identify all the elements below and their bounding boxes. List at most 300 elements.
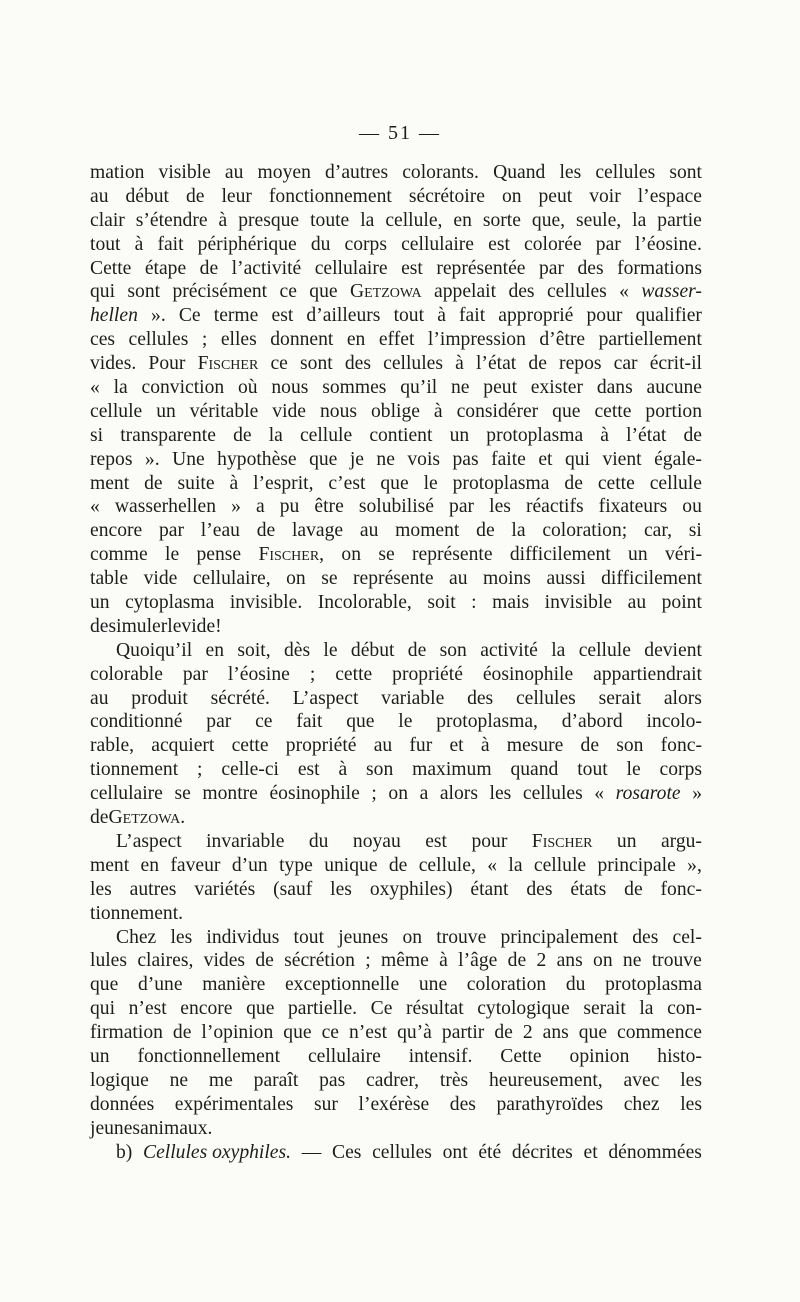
word: partir [441, 1022, 485, 1044]
word: Quoiqu’il [116, 639, 193, 661]
word: les [489, 496, 511, 518]
text-line [90, 280, 702, 304]
word: qu’à [397, 1022, 432, 1044]
word: corps [344, 233, 387, 255]
word: la [551, 639, 566, 661]
word: appelait [434, 281, 497, 303]
word: vois [407, 448, 441, 470]
word: l’éosine [227, 663, 290, 685]
word: « [619, 281, 629, 303]
word: oblige [370, 400, 420, 422]
word: ment [90, 854, 130, 876]
word: de [256, 520, 276, 542]
word: étant [470, 878, 509, 900]
word: que [578, 1022, 608, 1044]
word: Cette [500, 1045, 542, 1067]
word: l’âge [458, 950, 498, 972]
word: le [398, 711, 413, 733]
word: histo- [657, 1045, 702, 1067]
word: ; [371, 783, 377, 805]
word: cytologique [477, 998, 570, 1020]
text-line [90, 257, 702, 281]
word: par [595, 233, 621, 255]
word: d’ailleurs [306, 305, 381, 327]
text-line [90, 926, 702, 950]
word: l’état [626, 424, 667, 446]
word: difficilement [601, 568, 702, 590]
word: l’espace [637, 185, 702, 207]
word: s’étendre [135, 209, 208, 231]
word: au [90, 687, 109, 709]
word: en [453, 209, 472, 231]
text-line [90, 949, 702, 973]
text-line [90, 1021, 702, 1045]
word: qui [564, 448, 590, 470]
word: visible [158, 162, 211, 183]
word: on [501, 185, 522, 207]
word: con- [667, 998, 702, 1020]
word: l’esprit, [253, 472, 314, 494]
word: sont [127, 281, 161, 303]
word: les [680, 1069, 702, 1091]
word: trouve [651, 950, 702, 972]
word: Chez [116, 926, 157, 948]
word: d’autres [325, 162, 389, 183]
page-number: — 51 — [359, 122, 441, 144]
word: de [580, 735, 600, 757]
word: montre [202, 783, 258, 805]
word: un [156, 400, 176, 422]
word: en [205, 639, 225, 661]
word: presque [238, 209, 300, 231]
word: Ces [332, 1141, 362, 1163]
word: individus [206, 926, 280, 948]
word: (sauf [273, 878, 313, 900]
word: trouve [436, 926, 487, 948]
word: même [380, 950, 429, 972]
word: les [559, 162, 582, 183]
word: et [538, 448, 553, 470]
word: ans [556, 950, 583, 972]
word: véri- [664, 544, 702, 566]
word: nous [271, 377, 309, 399]
word: serait [598, 687, 642, 709]
word: on [402, 926, 423, 948]
word: autres [129, 878, 177, 900]
word: tout [393, 305, 425, 327]
text-line [90, 519, 702, 543]
word: vient [602, 448, 642, 470]
word: la [360, 209, 375, 231]
word: « [594, 783, 605, 805]
text-line [90, 567, 702, 591]
word: des [467, 687, 494, 709]
word: que [552, 400, 581, 422]
word: de [90, 807, 109, 829]
word: un [90, 1045, 110, 1067]
word: sommes [322, 377, 387, 399]
word: — [301, 1141, 322, 1163]
word: que [346, 711, 375, 733]
text-line [90, 424, 702, 448]
word: ce [321, 1022, 339, 1044]
word: à [338, 759, 348, 781]
word: le [423, 472, 438, 494]
word: un [628, 544, 648, 566]
word: l’exérèse [358, 1093, 430, 1115]
word: la [113, 377, 128, 399]
word: fonc- [660, 878, 702, 900]
word: réactifs [525, 496, 584, 518]
word: Incolorable, [317, 592, 412, 614]
word: quand [510, 759, 559, 781]
word: ; [365, 950, 371, 972]
word: de [564, 472, 583, 494]
word: appartiendrait [593, 663, 702, 685]
word: encore [90, 520, 143, 542]
word: table [90, 568, 129, 590]
word: fait [157, 233, 184, 255]
word: à [600, 424, 609, 446]
word: représentée [436, 257, 526, 279]
word: « [90, 377, 100, 399]
word: éosinophile [482, 663, 574, 685]
word: les [330, 878, 352, 900]
word: dénommées [608, 1141, 702, 1163]
word: les [680, 1093, 702, 1115]
text-line [90, 495, 702, 519]
word: avec [623, 1069, 660, 1091]
word: début [350, 639, 395, 661]
word: cellule [533, 854, 587, 876]
word: nous [319, 400, 357, 422]
body-text [90, 161, 702, 1164]
word: la [639, 998, 654, 1020]
word: expérimentales [174, 1093, 294, 1115]
word: serait [583, 998, 626, 1020]
word: Fischer [531, 830, 593, 852]
word: être [314, 496, 344, 518]
word: rable, [90, 735, 135, 757]
word: étape [144, 257, 187, 279]
word: commence [617, 1022, 702, 1044]
word: type [279, 854, 313, 876]
word: argu- [660, 830, 702, 852]
word: on [341, 544, 361, 566]
text-line [90, 185, 702, 209]
text-line [90, 639, 702, 663]
word: cellules [383, 353, 443, 375]
word: une [418, 974, 448, 996]
word: noyau [352, 830, 401, 852]
word: ment [90, 472, 130, 494]
word: son [366, 759, 394, 781]
text-line [90, 615, 702, 639]
word: difficilement [509, 544, 611, 566]
word: je [349, 448, 364, 470]
word: au [449, 568, 468, 590]
word: solubilisé [358, 496, 434, 518]
word: ne [169, 1069, 189, 1091]
word: Pour [148, 353, 186, 375]
word: d’un [231, 854, 268, 876]
word: tionnement. [90, 902, 184, 924]
word: sont [300, 353, 333, 375]
word: partielle. [287, 998, 358, 1020]
word: fait [459, 305, 486, 327]
word: devient [644, 639, 702, 661]
text-line [90, 710, 702, 734]
word: Fischer, [258, 544, 325, 566]
word: et [449, 735, 464, 757]
word: animaux. [140, 1117, 213, 1139]
word: cellule [90, 400, 143, 422]
text-line [90, 1069, 702, 1093]
word: les [170, 926, 193, 948]
word: variétés [194, 878, 256, 900]
word: on [286, 568, 306, 590]
word: fonctionnellement [137, 1045, 281, 1067]
word: considérer [456, 400, 539, 422]
word: principalement [500, 926, 619, 948]
word: se [174, 783, 191, 805]
word: ; [197, 759, 203, 781]
word: son [439, 639, 467, 661]
word: pas [319, 1069, 346, 1091]
word: cellulaire, [192, 568, 271, 590]
word: sont [669, 162, 702, 183]
word: ou [682, 496, 702, 518]
word: représente [412, 544, 493, 566]
word: unique [324, 854, 378, 876]
word: très [439, 1069, 469, 1091]
word: exceptionnelle [284, 974, 400, 996]
word: pour [586, 305, 623, 327]
word: se [378, 544, 395, 566]
word: un [90, 592, 110, 614]
text-line [90, 161, 702, 185]
word: ce [270, 353, 288, 375]
word: oxyphiles) [369, 878, 453, 900]
word: ne [376, 448, 395, 470]
word: cellule [649, 472, 702, 494]
word: protoplasma [452, 472, 550, 494]
word: si [90, 424, 104, 446]
word: et [583, 1141, 598, 1163]
word: cellules [546, 281, 607, 303]
word: ont [442, 1141, 468, 1163]
word: que, [531, 209, 566, 231]
word: tout [90, 233, 121, 255]
word: ne [451, 377, 470, 399]
word: au [224, 162, 244, 183]
word: pense [196, 544, 242, 566]
word: cette [335, 663, 373, 685]
word: du [310, 233, 331, 255]
word: le [626, 759, 641, 781]
word: contient [369, 424, 433, 446]
word: exister [530, 377, 584, 399]
word: elles [220, 329, 257, 351]
word: l’opinion [201, 1022, 274, 1044]
text-line [90, 233, 702, 257]
text-line [90, 878, 702, 902]
word: début [125, 185, 169, 207]
word: cellules [515, 687, 576, 709]
word: paraît [253, 1069, 299, 1091]
word: 2 [522, 1022, 533, 1044]
word: invisible [544, 592, 613, 614]
word: peut [483, 377, 518, 399]
text-line [90, 400, 702, 424]
word: formations [617, 257, 702, 279]
word: pu [279, 496, 300, 518]
word: à [218, 209, 228, 231]
word: à [439, 950, 448, 972]
text-line [90, 304, 702, 328]
word: ne [622, 950, 642, 972]
word: de [172, 1022, 192, 1044]
text-line [90, 902, 702, 926]
word: tout [293, 926, 325, 948]
word: à [229, 472, 239, 494]
word: wasserhellen [114, 496, 217, 518]
word: égale- [654, 448, 702, 470]
word: conviction [141, 377, 225, 399]
word: c’est [328, 472, 366, 494]
word: cellule, [385, 209, 443, 231]
word: car, [643, 520, 673, 542]
word: leur [221, 185, 252, 207]
word: de [476, 520, 495, 542]
word: son [616, 735, 644, 757]
text-line [90, 782, 702, 806]
word: l’état [475, 353, 517, 375]
word: protoplasma [605, 974, 702, 996]
word: on [593, 950, 613, 972]
word: vide [143, 568, 178, 590]
word: vides. [90, 353, 137, 375]
word: de [90, 615, 109, 637]
word: des [577, 257, 604, 279]
word: que [309, 448, 338, 470]
word: opinion [569, 1045, 630, 1067]
word: ces [90, 329, 116, 351]
word: cellule [578, 639, 631, 661]
text-line [90, 973, 702, 997]
word: par [449, 496, 475, 518]
word: partiellement [598, 329, 702, 351]
word: que [90, 974, 119, 996]
word: faite [491, 448, 526, 470]
word: colorée [524, 233, 582, 255]
word: à [134, 233, 144, 255]
word: Ce [370, 998, 393, 1020]
word: que [246, 998, 275, 1020]
word: sorte [482, 209, 521, 231]
text-line [90, 1093, 702, 1117]
word: est [271, 305, 294, 327]
word: cadrer, [366, 1069, 420, 1091]
word: cellulaire [401, 233, 474, 255]
word: 2 [536, 950, 547, 972]
word: propriété [285, 735, 357, 757]
word: me [208, 1069, 233, 1091]
word: au [373, 735, 393, 757]
word: est [401, 257, 423, 279]
word: l’impression [427, 329, 526, 351]
word: en [140, 854, 160, 876]
word: en [346, 329, 366, 351]
word: cellules [128, 329, 189, 351]
word: tionnement [90, 759, 179, 781]
word: par [538, 257, 565, 279]
word: pour [471, 830, 508, 852]
word: propriété [392, 663, 463, 685]
word: Une [172, 448, 205, 470]
word: qualifier [635, 305, 702, 327]
word: comme [90, 544, 148, 566]
text-line [90, 1117, 702, 1141]
word: ans [542, 1022, 569, 1044]
word: a [255, 496, 265, 518]
text-line [90, 376, 702, 400]
word: tout [577, 759, 608, 781]
word: moins [483, 568, 531, 590]
text-line [90, 209, 702, 233]
word: corps [659, 759, 702, 781]
word: protoplasma [486, 424, 584, 446]
word: précisément [172, 281, 268, 303]
word: été [478, 1141, 502, 1163]
word: Fischer [197, 353, 259, 375]
word: repos [559, 353, 602, 375]
word: n’est [128, 998, 167, 1020]
word: maximum [412, 759, 492, 781]
text-line [90, 687, 702, 711]
word: colorants. [402, 162, 479, 183]
word: de [233, 424, 252, 446]
word: à [455, 353, 464, 375]
word: partie [657, 209, 702, 231]
word: des [508, 281, 535, 303]
text-line [90, 854, 702, 878]
word: coloration; [542, 520, 628, 542]
word: soit [427, 592, 456, 614]
word: de [388, 854, 408, 876]
word: qu’il [400, 377, 438, 399]
word: celle-ci [221, 759, 279, 781]
word: jeunes [90, 1117, 141, 1139]
word: ! [215, 615, 222, 637]
text-line [90, 806, 702, 830]
word: cellule [299, 424, 353, 446]
word: hypothèse [217, 448, 297, 470]
word: au [359, 520, 379, 542]
word: cytoplasma [125, 592, 215, 614]
word: cellule, [418, 854, 476, 876]
word: de [624, 878, 643, 900]
word: encore [180, 998, 233, 1020]
word: Getzowa. [108, 807, 186, 829]
word: l’activité [231, 257, 302, 279]
word: hellen [90, 305, 138, 327]
text-line [90, 663, 702, 687]
word: de [683, 424, 702, 446]
word: on [388, 783, 408, 805]
word: « [90, 496, 100, 518]
word: heureusement, [489, 1069, 603, 1091]
